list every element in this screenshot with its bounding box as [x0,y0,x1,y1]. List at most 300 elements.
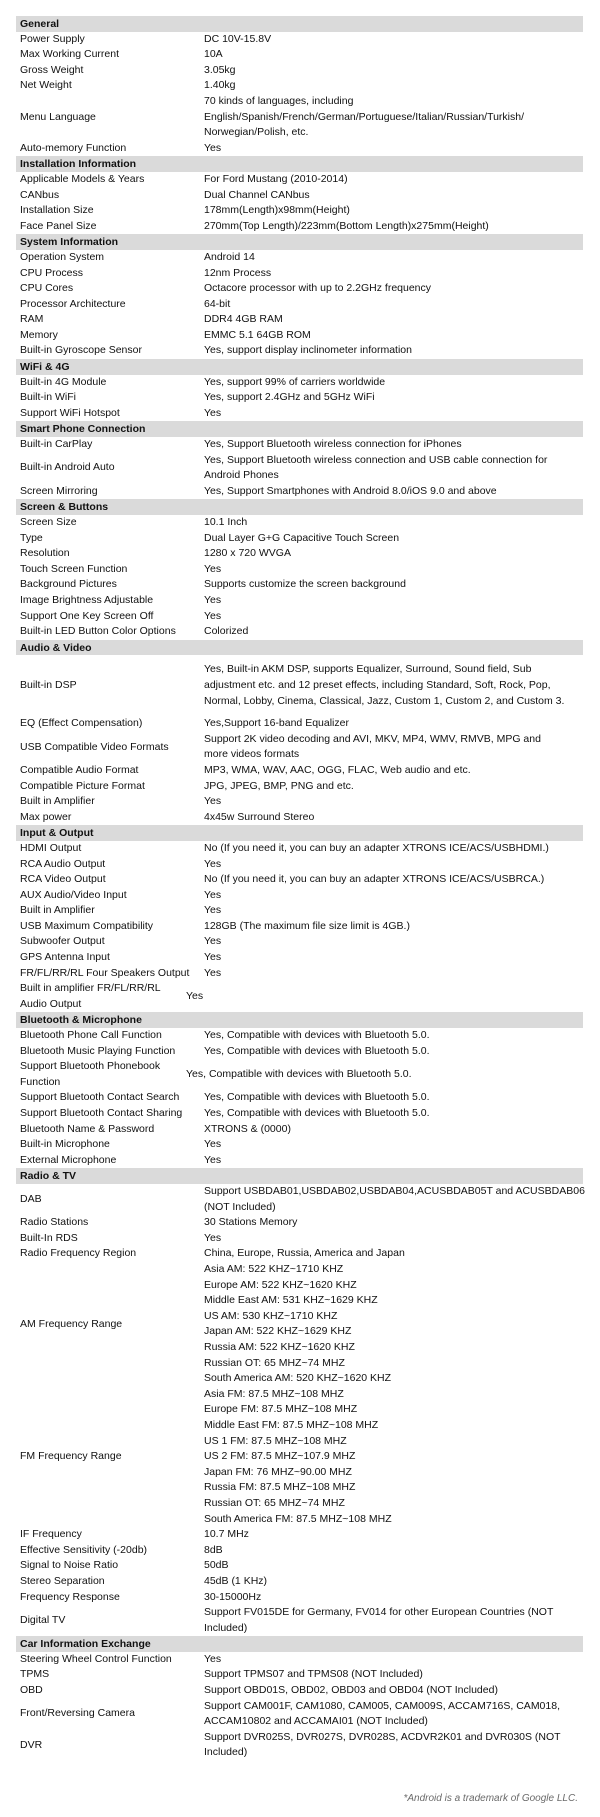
spec-row-built-in-4g-module [16,375,583,391]
spec-value-line: Colorized [204,625,249,638]
spec-value-line: Russia AM: 522 KHZ~1620 KHZ [204,1340,355,1353]
spec-row-usb-compatible-video-formats [16,732,583,763]
spec-row-radio-stations [16,1215,583,1231]
spec-row-menu-language [16,94,583,141]
spec-value-line: Yes [204,935,222,948]
spec-label: Memory [20,328,58,341]
spec-row-net-weight [16,78,583,94]
spec-value-line: 178mm(Length)x98mm(Height) [204,204,350,217]
spec-label: Operation System [20,250,105,263]
spec-value [204,593,579,609]
spec-table [16,16,583,1761]
spec-value [204,1590,579,1606]
spec-value-line: Yes [204,795,222,808]
spec-label: Digital TV [20,1613,66,1626]
spec-label: DAB [20,1192,42,1205]
spec-label: Menu Language [20,110,96,123]
spec-value-line: Normal, Lobby, Cinema, Classical, Jazz, Custom 1, Custom 2, and Custom 3. [204,694,565,707]
spec-value [204,47,579,63]
spec-label: Installation Size [20,204,94,217]
spec-value [204,1699,579,1730]
spec-value-line: US AM: 530 KHZ~1710 KHZ [204,1309,338,1322]
spec-value-line: Yes, Compatible with devices with Bluetooth 5.0. [204,1091,430,1104]
spec-value-line: Yes,Support 16-band Equalizer [204,717,349,730]
spec-label: TPMS [20,1668,50,1681]
spec-row-built-in-rds [16,1231,583,1247]
section-header-smart-phone-connection: Smart Phone Connection [16,421,583,437]
spec-value-line: Dual Layer G+G Capacitive Touch Screen [204,531,400,544]
spec-label: Compatible Audio Format [20,763,139,776]
spec-value-line: For Ford Mustang (2010-2014) [204,172,348,185]
spec-value-line: adjustment etc. and 12 preset effects, including Standard, Soft, Rock, Pop, [204,678,551,691]
spec-row-cpu-cores [16,281,583,297]
spec-label: Screen Size [20,516,77,529]
spec-value-line: Yes [186,990,204,1003]
spec-value-line: Dual Channel CANbus [204,188,310,201]
spec-label: USB Maximum Compatibility [20,919,154,932]
spec-row-gps-antenna-input [16,950,583,966]
spec-value-line: Yes [204,1153,222,1166]
spec-row-built-in-amplifier [16,903,583,919]
spec-value-line: Included) [204,1746,248,1759]
section-header-car-information-exchange: Car Information Exchange [16,1636,583,1652]
spec-label: GPS Antenna Input [20,951,110,964]
spec-value-line: English/Spanish/French/German/Portuguese/Italian/Russian/Turkish/ [204,110,525,123]
spec-value [204,390,579,406]
spec-row-rca-video-output [16,872,583,888]
spec-label: Bluetooth Phone Call Function [20,1029,162,1042]
spec-value-line: DC 10V-15.8V [204,32,272,45]
spec-value [204,1574,579,1590]
spec-value [204,562,579,578]
spec-value-line: Europe AM: 522 KHZ~1620 KHZ [204,1278,357,1291]
spec-value-line: 270mm(Top Length)/223mm(Bottom Length)x275mm(Height) [204,219,489,232]
spec-value [204,546,579,562]
spec-value [204,1044,579,1060]
spec-row-cpu-process [16,266,583,282]
section-header-general: General [16,16,583,32]
spec-value-line: 1280 x 720 WVGA [204,547,291,560]
spec-value [204,1652,579,1668]
spec-label: Stereo Separation [20,1574,105,1587]
spec-label: Auto-memory Function [20,141,127,154]
spec-value [204,1090,579,1106]
spec-label: Built-in Android Auto [20,461,115,474]
spec-value [204,1605,579,1636]
spec-value-line: 1.40kg [204,79,236,92]
spec-value-line: No (If you need it, you can buy an adapter XTRONS ICE/ACS/USBHDMI.) [204,841,549,854]
spec-value [204,966,579,982]
spec-value-line: EMMC 5.1 64GB ROM [204,328,311,341]
spec-label: Signal to Noise Ratio [20,1559,119,1572]
spec-label: Built-in CarPlay [20,438,93,451]
section-header-installation-information: Installation Information [16,156,583,172]
spec-value-line: Android Phones [204,469,279,482]
spec-value-line: 70 kinds of languages, including [204,94,354,107]
spec-label: Screen Mirroring [20,484,98,497]
spec-label: Processor Architecture [20,297,126,310]
spec-row-built-in-amplifier [16,794,583,810]
spec-value [204,1262,579,1387]
spec-value-line: Yes, support 2.4GHz and 5GHz WiFi [204,391,375,404]
spec-value [204,763,579,779]
spec-row-hdmi-output [16,841,583,857]
spec-label: Frequency Response [20,1590,120,1603]
spec-value-line: 64-bit [204,297,231,310]
spec-label: Compatible Picture Format [20,779,145,792]
spec-value-line: 30 Stations Memory [204,1216,298,1229]
spec-value-line: 30-15000Hz [204,1590,262,1603]
spec-value-line: 10A [204,48,223,61]
spec-value-line: Support DVR025S, DVR027S, DVR028S, ACDVR2K01 and DVR030S (NOT [204,1730,561,1743]
spec-value [204,577,579,593]
spec-label: Bluetooth Music Playing Function [20,1044,176,1057]
spec-value [204,484,579,500]
spec-label: Max power [20,810,72,823]
spec-value-line: (NOT Included) [204,1200,276,1213]
spec-value-line: 12nm Process [204,266,272,279]
spec-row-installation-size [16,203,583,219]
spec-label: Support WiFi Hotspot [20,406,120,419]
spec-value [204,1667,579,1683]
spec-row-support-one-key-screen-off [16,609,583,625]
spec-value [204,453,579,484]
spec-value-line: Yes [204,951,222,964]
spec-label: DVR [20,1738,43,1751]
spec-value-line: Support FV015DE for Germany, FV014 for other European Countries (NOT [204,1606,554,1619]
spec-value [204,903,579,919]
spec-label: RCA Video Output [20,873,106,886]
spec-value [204,857,579,873]
spec-value [204,1246,579,1262]
spec-row-built-in-wifi [16,390,583,406]
spec-label: AM Frequency Range [20,1317,123,1330]
spec-row-built-in-android-auto [16,453,583,484]
spec-label: Steering Wheel Control Function [20,1652,172,1665]
spec-value-line: Russian OT: 65 MHZ~74 MHZ [204,1356,345,1369]
spec-value [204,250,579,266]
spec-row-built-in-dsp [16,655,583,716]
spec-value-line: Yes, Compatible with devices with Bluetooth 5.0. [186,1068,412,1081]
spec-value-line: Support OBD01S, OBD02, OBD03 and OBD04 (NOT Included) [204,1684,498,1697]
spec-label: FM Frequency Range [20,1450,122,1463]
spec-value-line: Yes [204,857,222,870]
spec-value-line: Yes, Compatible with devices with Bluetooth 5.0. [204,1029,430,1042]
spec-row-power-supply [16,32,583,48]
spec-value [204,375,579,391]
spec-value [204,716,579,732]
spec-label: RCA Audio Output [20,857,106,870]
spec-label: HDMI Output [20,841,82,854]
spec-label: Radio Stations [20,1216,89,1229]
spec-value [204,1215,579,1231]
spec-value-line: Russia FM: 87.5 MHZ~108 MHZ [204,1481,356,1494]
spec-row-processor-architecture [16,297,583,313]
spec-row-effective-sensitivity-20db [16,1543,583,1559]
spec-label: Net Weight [20,79,72,92]
spec-row-applicable-models-years [16,172,583,188]
spec-value-line: 10.7 MHz [204,1528,249,1541]
spec-row-memory [16,328,583,344]
spec-value-line: South America FM: 87.5 MHZ~108 MHZ [204,1512,392,1525]
spec-value [204,810,579,826]
spec-row-screen-mirroring [16,484,583,500]
spec-label: Front/Reversing Camera [20,1707,135,1720]
trademark-footnote: *Android is a trademark of Google LLC. [403,1793,578,1804]
spec-row-support-wifi-hotspot [16,406,583,422]
spec-value-line: Yes, Support Smartphones with Android 8.0/iOS 9.0 and above [204,484,497,497]
spec-value-line: Yes [204,904,222,917]
spec-value [204,343,579,359]
spec-label: CPU Cores [20,282,74,295]
spec-row-signal-to-noise-ratio [16,1558,583,1574]
spec-row-bluetooth-phone-call-function [16,1028,583,1044]
spec-value-line: 45dB (1 KHz) [204,1574,268,1587]
spec-value [204,1028,579,1044]
spec-value [186,1067,561,1083]
spec-row-background-pictures [16,577,583,593]
spec-row-usb-maximum-compatibility [16,919,583,935]
spec-label: Built-in 4G Module [20,375,107,388]
spec-value-line: Japan AM: 522 KHZ~1629 KHZ [204,1325,352,1338]
spec-value [204,950,579,966]
section-header-system-information: System Information [16,234,583,250]
spec-row-built-in-amplifier-fr-fl-rr-rl-audio-output [16,981,583,1012]
spec-row-aux-audio-video-input [16,888,583,904]
spec-row-image-brightness-adjustable [16,593,583,609]
spec-row-max-power [16,810,583,826]
section-header-bluetooth-microphone: Bluetooth & Microphone [16,1012,583,1028]
spec-value [204,219,579,235]
spec-value [204,1184,585,1215]
spec-row-screen-size [16,515,583,531]
spec-value-line: South America AM: 520 KHZ~1620 KHZ [204,1372,392,1385]
spec-value [204,1106,579,1122]
spec-value [204,32,579,48]
spec-value [204,872,579,888]
spec-row-canbus [16,188,583,204]
spec-label: Built in Amplifier [20,904,95,917]
spec-value-line: more videos formats [204,748,300,761]
spec-label: Face Panel Size [20,219,97,232]
spec-value-line: Yes, support 99% of carriers worldwide [204,375,386,388]
spec-value-line: Norwegian/Polish, etc. [204,126,309,139]
spec-label: Support Bluetooth Phonebook Function [20,1060,161,1088]
spec-value-line: Android 14 [204,250,255,263]
spec-label: USB Compatible Video Formats [20,740,169,753]
spec-label: Built-in WiFi [20,391,77,404]
spec-row-auto-memory-function [16,141,583,157]
spec-value [204,1527,579,1543]
spec-row-operation-system [16,250,583,266]
spec-value-line: Support CAM001F, CAM1080, CAM005, CAM009S, ACCAM716S, CAM018, [204,1699,560,1712]
spec-label: Effective Sensitivity (-20db) [20,1543,148,1556]
spec-label: Image Brightness Adjustable [20,593,154,606]
spec-value [204,78,579,94]
spec-value [204,732,579,763]
spec-label: Support Bluetooth Contact Sharing [20,1107,183,1119]
spec-value [204,841,579,857]
section-header-radio-tv: Radio & TV [16,1168,583,1184]
spec-label: FR/FL/RR/RL Four Speakers Output [20,966,190,979]
spec-row-fm-frequency-range [16,1387,583,1527]
spec-row-support-bluetooth-contact-search [16,1090,583,1106]
spec-row-am-frequency-range [16,1262,583,1387]
spec-value-line: DDR4 4GB RAM [204,313,283,326]
spec-value [204,624,579,640]
spec-label: IF Frequency [20,1528,82,1541]
spec-row-bluetooth-music-playing-function [16,1044,583,1060]
spec-value [204,1153,579,1169]
spec-label: Built-in Microphone [20,1138,110,1151]
spec-label: Built in Amplifier [20,795,95,808]
spec-label: Applicable Models & Years [20,172,145,185]
spec-value [204,297,579,313]
spec-value-line: Included) [204,1621,248,1634]
spec-value-line: XTRONS & (0000) [204,1122,291,1135]
spec-label: Built in amplifier FR/FL/RR/RL Audio Output [20,982,161,1010]
spec-row-built-in-microphone [16,1137,583,1153]
spec-row-max-working-current [16,47,583,63]
spec-value-line: 10.1 Inch [204,516,248,529]
spec-label: OBD [20,1684,43,1697]
spec-value [204,94,579,141]
spec-row-built-in-led-button-color-options [16,624,583,640]
section-header-wifi-4g: WiFi & 4G [16,359,583,375]
spec-value [204,406,579,422]
spec-row-face-panel-size [16,219,583,235]
spec-row-stereo-separation [16,1574,583,1590]
spec-row-obd [16,1683,583,1699]
spec-row-subwoofer-output [16,934,583,950]
spec-row-bluetooth-name-password [16,1122,583,1138]
spec-value-line: Support TPMS07 and TPMS08 (NOT Included) [204,1668,423,1681]
spec-row-tpms [16,1667,583,1683]
spec-label: Built-in LED Button Color Options [20,625,176,638]
spec-label: External Microphone [20,1153,117,1166]
spec-label: AUX Audio/Video Input [20,888,127,901]
spec-value-line: Yes [204,593,222,606]
spec-value-line: Russian OT: 65 MHZ~74 MHZ [204,1496,345,1509]
spec-value [204,266,579,282]
spec-value-line: Yes, Compatible with devices with Bluetooth 5.0. [204,1107,430,1119]
spec-row-eq-effect-compensation [16,716,583,732]
spec-label: Power Supply [20,32,85,45]
spec-value [204,515,579,531]
spec-value-line: Yes, Compatible with devices with Bluetooth 5.0. [204,1044,430,1057]
spec-row-touch-screen-function [16,562,583,578]
spec-row-external-microphone [16,1153,583,1169]
spec-label: RAM [20,313,44,326]
spec-label: Subwoofer Output [20,935,105,948]
spec-value-line: Middle East FM: 87.5 MHZ~108 MHZ [204,1418,379,1431]
spec-value [204,662,579,709]
spec-value-line: Supports customize the screen background [204,578,406,591]
spec-value [204,281,579,297]
spec-value-line: Yes [204,609,222,622]
section-header-screen-buttons: Screen & Buttons [16,499,583,515]
spec-label: Built-In RDS [20,1231,78,1244]
spec-row-ram [16,312,583,328]
spec-value [204,141,579,157]
spec-value [204,328,579,344]
spec-value-line: No (If you need it, you can buy an adapter XTRONS ICE/ACS/USBRCA.) [204,873,545,886]
spec-row-built-in-gyroscope-sensor [16,343,583,359]
spec-label: Background Pictures [20,578,117,591]
spec-label: CANbus [20,188,60,201]
spec-value-line: 8dB [204,1543,223,1556]
spec-value [204,1730,579,1761]
spec-value-line: 3.05kg [204,63,236,76]
spec-value [204,203,579,219]
spec-value [204,934,579,950]
spec-label: Bluetooth Name & Password [20,1122,155,1135]
spec-row-front-reversing-camera [16,1699,583,1730]
spec-row-steering-wheel-control-function [16,1652,583,1668]
spec-row-frequency-response [16,1590,583,1606]
spec-value-line: JPG, JPEG, BMP, PNG and etc. [204,779,354,792]
spec-value [204,188,579,204]
spec-value-line: Middle East AM: 531 KHZ~1629 KHZ [204,1294,378,1307]
spec-value-line: Yes [204,406,222,419]
spec-value-line: Yes, support display inclinometer information [204,344,412,357]
spec-label: Support One Key Screen Off [20,609,154,622]
spec-value-line: 128GB (The maximum file size limit is 4GB.) [204,919,410,932]
spec-value-line: Japan FM: 76 MHZ~90.00 MHZ [204,1465,352,1478]
spec-value-line: 50dB [204,1559,229,1572]
spec-value-line: Octacore processor with up to 2.2GHz frequency [204,282,432,295]
spec-value [204,888,579,904]
spec-row-gross-weight [16,63,583,79]
spec-row-compatible-audio-format [16,763,583,779]
spec-label: Touch Screen Function [20,562,128,575]
spec-value [186,989,561,1005]
spec-label: CPU Process [20,266,84,279]
spec-row-compatible-picture-format [16,779,583,795]
spec-label: Built-in Gyroscope Sensor [20,344,142,357]
spec-row-fr-fl-rr-rl-four-speakers-output [16,966,583,982]
spec-value-line: MP3, WMA, WAV, AAC, OGG, FLAC, Web audio and etc. [204,763,471,776]
spec-row-type [16,531,583,547]
section-header-audio-video: Audio & Video [16,640,583,656]
spec-value [204,609,579,625]
spec-row-rca-audio-output [16,857,583,873]
spec-value-line: US 1 FM: 87.5 MHZ~108 MHZ [204,1434,347,1447]
spec-row-dvr [16,1730,583,1761]
spec-value-line: ACCAM10802 and ACCAMAI01 (NOT Included) [204,1715,428,1728]
spec-value-line: Europe FM: 87.5 MHZ~108 MHZ [204,1403,358,1416]
spec-value [204,1683,579,1699]
spec-value-line: Yes, Built-in AKM DSP, supports Equalizer, Surround, Sound field, Sub [204,663,532,676]
spec-value [204,437,579,453]
spec-label: Radio Frequency Region [20,1247,137,1260]
spec-value-line: Yes [204,1138,222,1151]
spec-row-if-frequency [16,1527,583,1543]
spec-value-line: Yes [204,141,222,154]
spec-row-support-bluetooth-phonebook-function [16,1059,583,1090]
spec-value [204,919,579,935]
spec-value [204,794,579,810]
spec-value-line: Support 2K video decoding and AVI, MKV, MP4, WMV, RMVB, MPG and [204,732,541,745]
spec-value [204,1122,579,1138]
spec-row-built-in-carplay [16,437,583,453]
spec-value-line: China, Europe, Russia, America and Japan [204,1247,405,1260]
spec-row-radio-frequency-region [16,1246,583,1262]
section-header-input-output: Input & Output [16,825,583,841]
spec-label: Resolution [20,547,70,560]
spec-value-line: Yes, Support Bluetooth wireless connection and USB cable connection for [204,453,548,466]
spec-value [204,1543,579,1559]
